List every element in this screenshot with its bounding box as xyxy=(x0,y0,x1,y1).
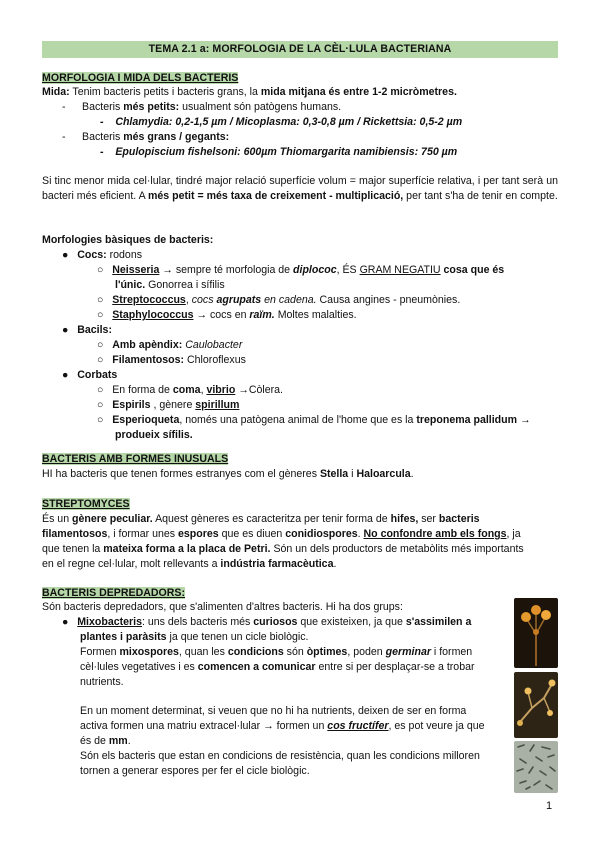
list-item-staphylococcus: ○ Staphylococcus → cocs en raïm. Moltes malalties. xyxy=(97,309,357,321)
list-subitem-giant-sizes: - Epulopiscium fishelsoni: 600µm Thiomargarita namibiensis: 750 µm xyxy=(100,146,458,158)
list-item-neisseria: ○ Neisseria → sempre té morfologia de diplococ, ÉS GRAM NEGATIU cosa que és xyxy=(97,264,505,276)
mixobacteris-line-10: tornen a generar espores per fer el cicle biològic. xyxy=(80,765,310,777)
section-heading-formes-inusuals: BACTERIS AMB FORMES INUSUALS xyxy=(42,453,229,465)
streptomyces-line-4: en el regne cel·lular, molt rellevants a indústria farmacèutica. xyxy=(42,558,337,570)
list-item-streptococcus: ○ Streptococcus, cocs agrupats en cadena. Causa angines - pneumònies. xyxy=(97,294,461,306)
list-item-bacils: ● Bacils: xyxy=(62,324,112,336)
mixobacteris-line-8: és de mm. xyxy=(80,735,131,747)
list-item-neisseria-cont: l'únic. Gonorrea i sífilis xyxy=(115,279,225,291)
depredadors-intro: Són bacteris depredadors, que s'alimenten d'altres bacteris. Hi ha dos grups: xyxy=(42,601,403,613)
mixobacteria-microscope-photo xyxy=(514,672,558,738)
mixobacteris-line-4: cèl·lules vegetatives i es comencen a comunicar entre si per desplaçar-se a trobar xyxy=(80,661,475,673)
fruiting-body-photo xyxy=(514,598,558,668)
list-item-corbats: ● Corbats xyxy=(62,369,118,381)
list-item-filamentosos: ○ Filamentosos: Chloroflexus xyxy=(97,354,246,366)
list-item-cocs: ● Cocs: rodons xyxy=(62,249,143,261)
mida-paragraph: Mida: Tenim bacteris petits i bacteris grans, la mida mitjana és entre 1-2 micròmetres. xyxy=(42,86,457,98)
section-heading-streptomyces: STREPTOMYCES xyxy=(42,498,130,510)
size-efficiency-paragraph: Si tinc menor mida cel·lular, tindré major relació superfície volum = major superfície relativa, i per tant serà un bacteri més eficient. A més petit = més taxa de creixement - multiplicació, per tant s'ha de tenir en compte. xyxy=(42,175,558,202)
section-heading-morfologia: MORFOLOGIA I MIDA DELS BACTERIS xyxy=(42,72,239,84)
mixobacteris-line-7: activa formen una matriu extracel·lular → formen un cos fructífer, es pot veure ja que xyxy=(80,720,485,732)
list-item-mes-petits: - Bacteris més petits: usualment són patògens humans. xyxy=(82,100,341,115)
list-item-mes-grans: - Bacteris més grans / gegants: xyxy=(82,130,229,145)
section-heading-depredadors: BACTERIS DEPREDADORS: xyxy=(42,587,186,599)
mixobacteris-line-1: ● Mixobacteris: uns dels bacteris més curiosos que existeixen, ja que s'assimilen a xyxy=(62,616,472,628)
list-item-coma: ○ En forma de coma, vibrio →Còlera. xyxy=(97,384,283,396)
mixobacteris-line-3: Formen mixospores, quan les condicions són òptimes, poden germinar i formen xyxy=(80,646,473,658)
streptomyces-line-3: que tenen la mateixa forma a la placa de Petri. Són un dels productors de metabòlits més importants xyxy=(42,543,524,555)
mixobacteris-line-5: nutrients. xyxy=(80,676,124,688)
streptomyces-line-1: És un gènere peculiar. Aquest gèneres es caracteritza per tenir forma de hifes, ser bacteris xyxy=(42,513,480,525)
streptomyces-line-2: filamentosos, i formar unes espores que es diuen conidiospores. No confondre amb els fongs, ja xyxy=(42,528,521,540)
list-subitem-small-sizes: - Chlamydia: 0,2-1,5 µm / Micoplasma: 0,3-0,8 µm / Rickettsia: 0,5-2 µm xyxy=(100,116,463,128)
page-number: 1 xyxy=(546,800,553,812)
formes-inusuals-text: HI ha bacteris que tenen formes estranyes com el gèneres Stella i Haloarcula. xyxy=(42,468,414,480)
mixobacteris-line-2: plantes i paràsits ja que tenen un cicle biològic. xyxy=(80,631,309,643)
list-item-espirils: ○ Espirils , gènere spirillum xyxy=(97,399,240,411)
mixobacteris-line-9: Són els bacteris que estan en condicions de resistència, quan les condicions milloren xyxy=(80,750,480,762)
list-item-esperioqueta: ○ Esperioqueta, només una patògena animal de l'home que es la treponema pallidum → xyxy=(97,414,531,426)
list-item-amb-apendix: ○ Amb apèndix: Caulobacter xyxy=(97,339,243,351)
page-title: TEMA 2.1 a: MORFOLOGIA DE LA CÈL·LULA BACTERIANA xyxy=(42,41,558,58)
mixobacteris-line-6: En un moment determinat, si veuen que no hi ha nutrients, deixen de ser en forma xyxy=(80,705,467,717)
list-item-esperioqueta-cont: produeix sífilis. xyxy=(115,429,193,441)
morphologies-heading: Morfologies bàsiques de bacteris: xyxy=(42,234,214,246)
bacteria-cells-photo xyxy=(514,741,558,793)
